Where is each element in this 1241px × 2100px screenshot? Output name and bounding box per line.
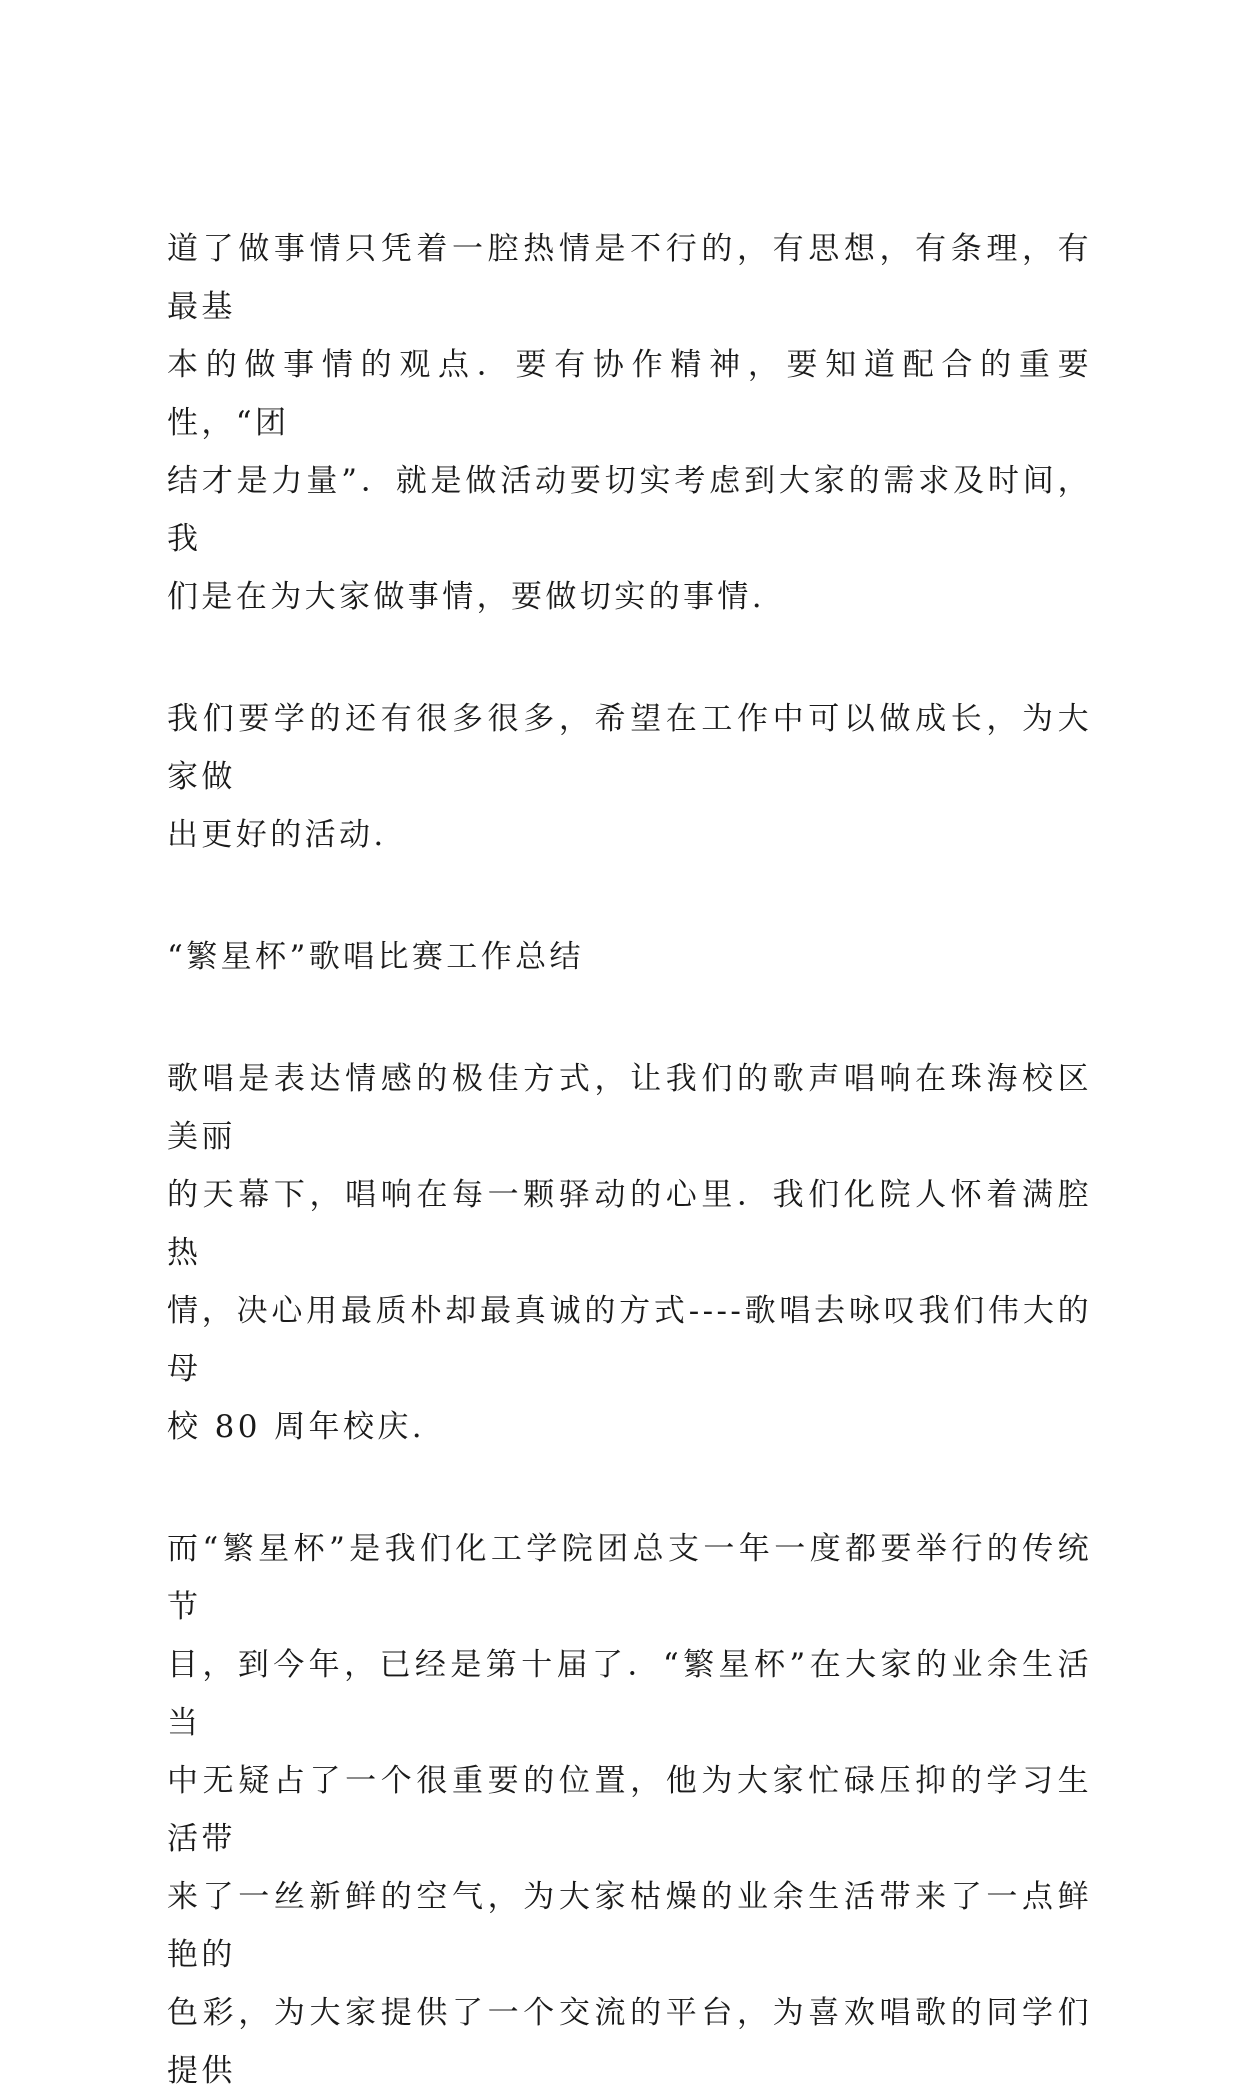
paragraph-teamwork: 道了做事情只凭着一腔热情是不行的，有思想，有条理，有最基 本的做事情的观点．要有协作精神，要知道配合的重要性，“团 结才是力量”．就是做活动要切实考虑到大家的需求及时间，我 们是在为大家做事情，要做切实的事情. (167, 231, 1092, 615)
paragraph-singing: 歌唱是表达情感的极佳方式，让我们的歌声唱响在珠海校区美丽 的天幕下，唱响在每一颗驿动的心里．我们化院人怀着满腔热 情，决心用最质朴却最真诚的方式----歌唱去咏叹我们伟大的母 校 80 周年校庆. (167, 1061, 1092, 1445)
document-body (167, 220, 1092, 2100)
section-heading: “繁星杯”歌唱比赛工作总结 (167, 939, 584, 975)
paragraph-fanxingbei: 而“繁星杯”是我们化工学院团总支一年一度都要举行的传统节 目，到今年，已经是第十届了．“繁星杯”在大家的业余生活当 中无疑占了一个很重要的位置，他为大家忙碌压抑的学习生活带 来了一丝新鲜的空气，为大家枯燥的业余生活带来了一点鲜艳的 色彩，为大家提供了一个交流的平台，为喜欢唱歌的同学们提供 (167, 1531, 1092, 2089)
paragraph-learning: 我们要学的还有很多很多，希望在工作中可以做成长，为大家做 出更好的活动. (167, 701, 1092, 853)
